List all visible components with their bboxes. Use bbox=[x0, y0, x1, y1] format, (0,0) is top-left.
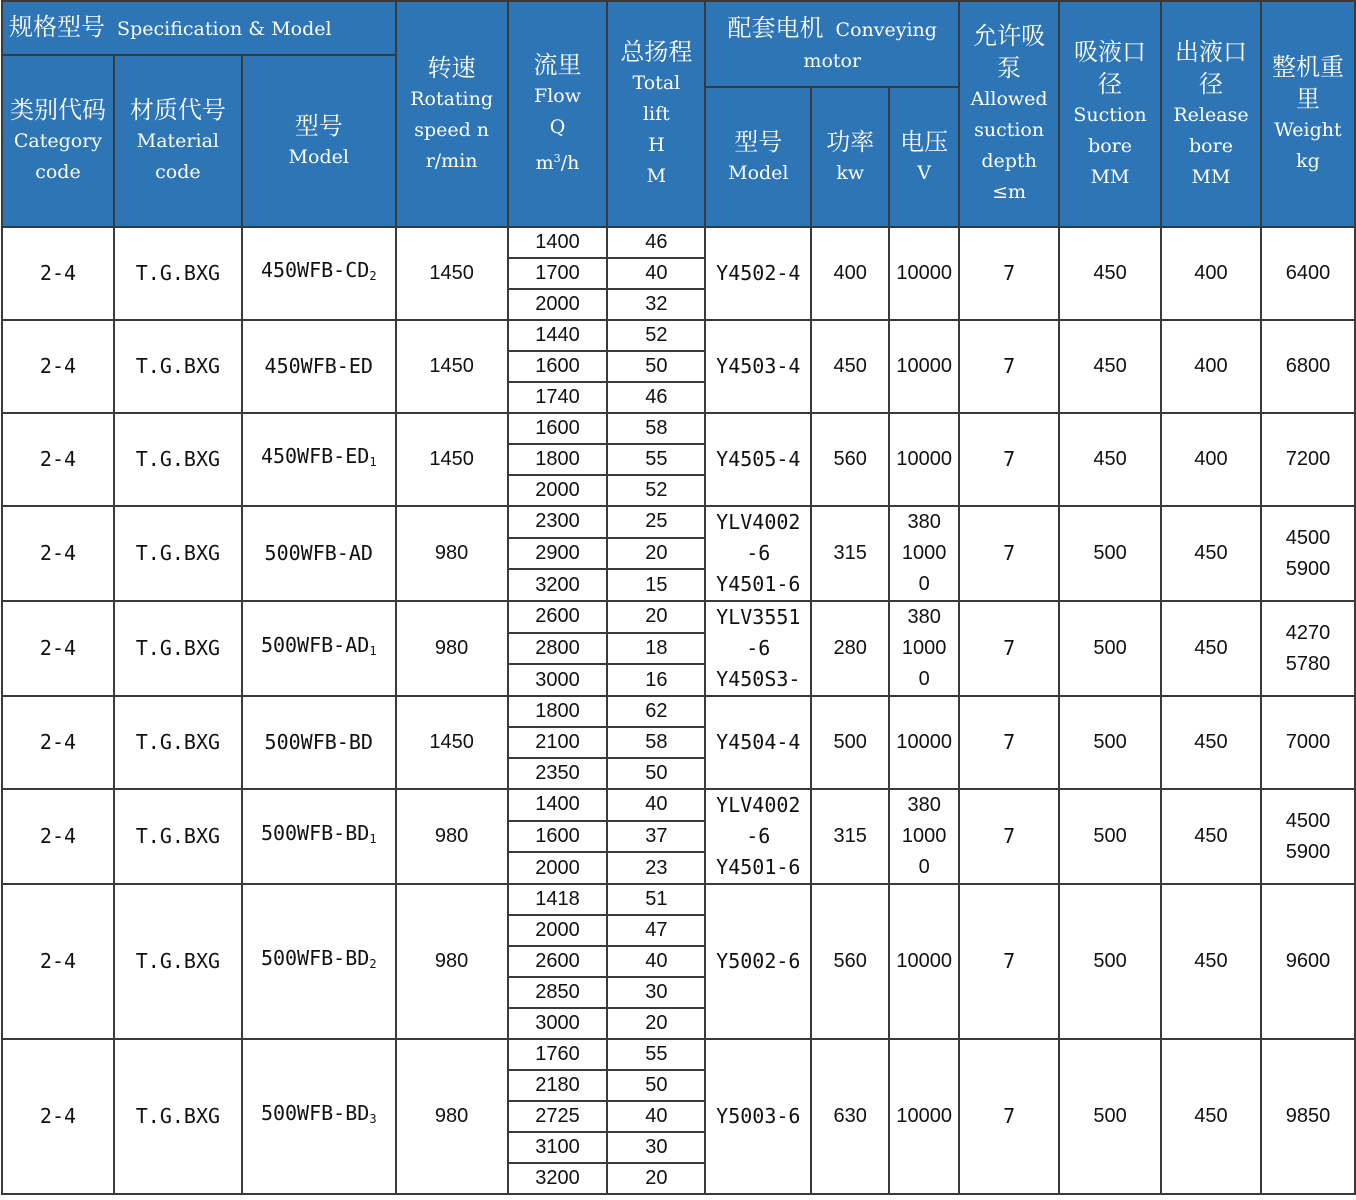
flow-cell: 3100 bbox=[508, 1132, 608, 1163]
model-name: 500WFB-BD bbox=[264, 730, 373, 754]
model-name: 500WFB-AD bbox=[260, 633, 370, 657]
voltage-cell-line: 0 bbox=[918, 668, 930, 690]
lift-cell: 40 bbox=[607, 789, 705, 821]
category-code-cell: 2-4 bbox=[2, 884, 114, 1039]
suction-bore-cell: 500 bbox=[1059, 506, 1161, 601]
lift-cell: 20 bbox=[607, 1008, 705, 1039]
voltage-cell-line: 0 bbox=[918, 856, 930, 878]
table-row bbox=[2, 413, 1355, 444]
motor-model-cell-line: -6 bbox=[746, 541, 771, 565]
power-cell: 400 bbox=[811, 227, 889, 320]
motor-model-cell bbox=[705, 696, 811, 789]
lift-cell: 46 bbox=[607, 382, 705, 413]
header-motor-model: 型号 Model bbox=[705, 87, 811, 227]
weight-cell-line: 5780 bbox=[1285, 652, 1331, 675]
table-row bbox=[2, 696, 1355, 727]
motor-model-cell-line: Y4501-6 bbox=[716, 855, 801, 879]
motor-model-cell-line: Y450S3- bbox=[716, 667, 801, 691]
motor-model-cell-line: Y5003-6 bbox=[716, 1104, 801, 1128]
voltage-cell bbox=[889, 696, 959, 789]
table-row bbox=[2, 601, 1355, 633]
category-code-cell: 2-4 bbox=[2, 227, 114, 320]
speed-cell: 980 bbox=[396, 601, 508, 696]
flow-cell: 3200 bbox=[508, 1163, 608, 1194]
model-name: 500WFB-BD bbox=[260, 821, 370, 845]
category-code-cell: 2-4 bbox=[2, 789, 114, 884]
suction-depth-cell: 7 bbox=[959, 227, 1059, 320]
table-row bbox=[2, 227, 1355, 258]
power-cell: 560 bbox=[811, 884, 889, 1039]
flow-cell: 2300 bbox=[508, 506, 608, 538]
header-model: 型号 Model bbox=[242, 55, 396, 227]
release-bore-cell: 450 bbox=[1161, 601, 1261, 696]
power-cell: 315 bbox=[811, 789, 889, 884]
model-subscript: 1 bbox=[369, 832, 377, 846]
weight-cell bbox=[1261, 696, 1355, 789]
lift-cell: 50 bbox=[607, 351, 705, 382]
motor-model-cell-line: Y4505-4 bbox=[716, 447, 801, 471]
motor-model-cell bbox=[705, 413, 811, 506]
suction-bore-cell: 450 bbox=[1059, 227, 1161, 320]
table-row bbox=[2, 884, 1355, 915]
flow-cell: 3000 bbox=[508, 664, 608, 696]
flow-cell: 1700 bbox=[508, 258, 608, 289]
model-subscript: 1 bbox=[369, 644, 377, 658]
voltage-cell-line: 1000 bbox=[901, 637, 947, 659]
material-code-cell: T.G.BXG bbox=[114, 506, 242, 601]
lift-cell: 47 bbox=[607, 915, 705, 946]
weight-cell bbox=[1261, 413, 1355, 506]
lift-cell: 25 bbox=[607, 506, 705, 538]
suction-depth-cell: 7 bbox=[959, 320, 1059, 413]
lift-cell: 37 bbox=[607, 821, 705, 853]
weight-cell bbox=[1261, 1039, 1355, 1194]
motor-model-cell-line: -6 bbox=[746, 824, 771, 848]
voltage-cell-line: 10000 bbox=[896, 1105, 952, 1127]
suction-bore-cell: 500 bbox=[1059, 601, 1161, 696]
flow-cell: 2800 bbox=[508, 633, 608, 665]
material-code-cell: T.G.BXG bbox=[114, 696, 242, 789]
flow-cell: 1400 bbox=[508, 789, 608, 821]
flow-cell: 2600 bbox=[508, 946, 608, 977]
flow-cell: 2000 bbox=[508, 915, 608, 946]
voltage-cell bbox=[889, 1039, 959, 1194]
lift-cell: 58 bbox=[607, 413, 705, 444]
model-cell bbox=[242, 1039, 396, 1194]
flow-cell: 3000 bbox=[508, 1008, 608, 1039]
release-bore-cell: 450 bbox=[1161, 696, 1261, 789]
voltage-cell bbox=[889, 413, 959, 506]
flow-cell: 1600 bbox=[508, 821, 608, 853]
flow-cell: 2600 bbox=[508, 601, 608, 633]
suction-bore-cell: 500 bbox=[1059, 789, 1161, 884]
weight-cell bbox=[1261, 601, 1355, 696]
category-code-cell: 2-4 bbox=[2, 1039, 114, 1194]
category-code-cell: 2-4 bbox=[2, 696, 114, 789]
table-row bbox=[2, 789, 1355, 821]
voltage-cell-line: 10000 bbox=[896, 262, 952, 284]
lift-cell: 30 bbox=[607, 1132, 705, 1163]
flow-cell: 2000 bbox=[508, 289, 608, 320]
motor-model-cell bbox=[705, 884, 811, 1039]
table-row bbox=[2, 506, 1355, 538]
material-code-cell: T.G.BXG bbox=[114, 413, 242, 506]
voltage-cell bbox=[889, 789, 959, 884]
lift-cell: 16 bbox=[607, 664, 705, 696]
voltage-cell-line: 380 bbox=[907, 794, 941, 816]
release-bore-cell: 450 bbox=[1161, 1039, 1261, 1194]
lift-cell: 58 bbox=[607, 727, 705, 758]
category-code-cell: 2-4 bbox=[2, 413, 114, 506]
weight-cell-line: 6800 bbox=[1285, 355, 1331, 377]
suction-depth-cell: 7 bbox=[959, 1039, 1059, 1194]
suction-depth-cell: 7 bbox=[959, 413, 1059, 506]
motor-model-cell-line: Y4502-4 bbox=[716, 261, 801, 285]
weight-cell-line: 9850 bbox=[1285, 1105, 1331, 1127]
suction-bore-cell: 500 bbox=[1059, 884, 1161, 1039]
speed-cell: 980 bbox=[396, 506, 508, 601]
motor-model-cell bbox=[705, 601, 811, 696]
model-subscript: 3 bbox=[369, 1112, 377, 1126]
flow-cell: 1400 bbox=[508, 227, 608, 258]
flow-cell: 2100 bbox=[508, 727, 608, 758]
weight-cell-line: 4500 bbox=[1285, 526, 1331, 549]
motor-model-cell bbox=[705, 227, 811, 320]
lift-cell: 18 bbox=[607, 633, 705, 665]
speed-cell: 1450 bbox=[396, 413, 508, 506]
model-name: 500WFB-BD bbox=[260, 946, 370, 970]
header-weight: 整机重 里 Weight kg bbox=[1261, 1, 1355, 227]
header-spec-model: 规格型号 Specification & Model bbox=[2, 1, 396, 55]
weight-cell-line: 4500 bbox=[1285, 809, 1331, 832]
lift-cell: 30 bbox=[607, 977, 705, 1008]
motor-model-cell bbox=[705, 789, 811, 884]
header-suction-bore: 吸液口 径 Suction bore MM bbox=[1059, 1, 1161, 227]
speed-cell: 980 bbox=[396, 1039, 508, 1194]
flow-cell: 1600 bbox=[508, 351, 608, 382]
header-suction-depth: 允许吸 泵 Allowed suction depth ≤m bbox=[959, 1, 1059, 227]
lift-cell: 15 bbox=[607, 569, 705, 601]
weight-cell bbox=[1261, 884, 1355, 1039]
flow-cell: 1740 bbox=[508, 382, 608, 413]
lift-cell: 20 bbox=[607, 601, 705, 633]
flow-cell: 2350 bbox=[508, 758, 608, 789]
voltage-cell-line: 10000 bbox=[896, 731, 952, 753]
header-category-code: 类别代码 Category code bbox=[2, 55, 114, 227]
table-row bbox=[2, 320, 1355, 351]
suction-depth-cell: 7 bbox=[959, 696, 1059, 789]
lift-cell: 20 bbox=[607, 1163, 705, 1194]
flow-cell: 2180 bbox=[508, 1070, 608, 1101]
lift-cell: 40 bbox=[607, 258, 705, 289]
weight-cell-line: 5900 bbox=[1285, 557, 1331, 580]
lift-cell: 52 bbox=[607, 475, 705, 506]
lift-cell: 50 bbox=[607, 1070, 705, 1101]
power-cell: 500 bbox=[811, 696, 889, 789]
lift-cell: 46 bbox=[607, 227, 705, 258]
flow-cell: 2000 bbox=[508, 475, 608, 506]
motor-model-cell-line: Y5002-6 bbox=[716, 949, 801, 973]
motor-model-cell-line: -6 bbox=[746, 636, 771, 660]
flow-cell: 2725 bbox=[508, 1101, 608, 1132]
power-cell: 560 bbox=[811, 413, 889, 506]
model-name: 450WFB-ED bbox=[260, 444, 370, 468]
speed-cell: 980 bbox=[396, 884, 508, 1039]
release-bore-cell: 400 bbox=[1161, 227, 1261, 320]
model-cell bbox=[242, 506, 396, 601]
flow-cell: 1418 bbox=[508, 884, 608, 915]
header-release-bore: 出液口 径 Release bore MM bbox=[1161, 1, 1261, 227]
voltage-cell-line: 380 bbox=[907, 606, 941, 628]
suction-depth-cell: 7 bbox=[959, 601, 1059, 696]
table-body bbox=[2, 227, 1355, 1194]
model-name: 500WFB-AD bbox=[264, 541, 373, 565]
lift-cell: 40 bbox=[607, 946, 705, 977]
table-row bbox=[2, 1039, 1355, 1070]
header-total-lift: 总扬程 Total lift H M bbox=[607, 1, 705, 227]
release-bore-cell: 400 bbox=[1161, 413, 1261, 506]
speed-cell: 1450 bbox=[396, 320, 508, 413]
lift-cell: 50 bbox=[607, 758, 705, 789]
voltage-cell bbox=[889, 320, 959, 413]
release-bore-cell: 450 bbox=[1161, 789, 1261, 884]
voltage-cell bbox=[889, 227, 959, 320]
voltage-cell-line: 380 bbox=[907, 511, 941, 533]
model-cell bbox=[242, 789, 396, 884]
release-bore-cell: 450 bbox=[1161, 506, 1261, 601]
suction-bore-cell: 500 bbox=[1059, 696, 1161, 789]
motor-model-cell bbox=[705, 1039, 811, 1194]
suction-bore-cell: 450 bbox=[1059, 413, 1161, 506]
material-code-cell: T.G.BXG bbox=[114, 320, 242, 413]
flow-cell: 1800 bbox=[508, 696, 608, 727]
flow-cell: 1600 bbox=[508, 413, 608, 444]
voltage-cell-line: 10000 bbox=[896, 448, 952, 470]
motor-model-cell-line: Y4501-6 bbox=[716, 572, 801, 596]
motor-model-cell-line: YLV4002 bbox=[716, 793, 801, 817]
flow-cell: 1440 bbox=[508, 320, 608, 351]
motor-model-cell-line: YLV3551 bbox=[716, 605, 801, 629]
suction-bore-cell: 500 bbox=[1059, 1039, 1161, 1194]
voltage-cell-line: 1000 bbox=[901, 542, 947, 564]
model-cell bbox=[242, 320, 396, 413]
model-cell bbox=[242, 413, 396, 506]
flow-cell: 1760 bbox=[508, 1039, 608, 1070]
flow-cell: 1800 bbox=[508, 444, 608, 475]
weight-cell-line: 7200 bbox=[1285, 448, 1331, 470]
power-cell: 280 bbox=[811, 601, 889, 696]
header-speed: 转速 Rotating speed n r/min bbox=[396, 1, 508, 227]
material-code-cell: T.G.BXG bbox=[114, 227, 242, 320]
weight-cell-line: 6400 bbox=[1285, 262, 1331, 284]
material-code-cell: T.G.BXG bbox=[114, 884, 242, 1039]
model-name: 500WFB-BD bbox=[260, 1101, 370, 1125]
header-voltage: 电压 V bbox=[889, 87, 959, 227]
header-conveying-motor: 配套电机 Conveying motor bbox=[705, 1, 959, 87]
voltage-cell-line: 1000 bbox=[901, 825, 947, 847]
header-material-code: 材质代号 Material code bbox=[114, 55, 242, 227]
weight-cell bbox=[1261, 320, 1355, 413]
model-cell bbox=[242, 227, 396, 320]
material-code-cell: T.G.BXG bbox=[114, 601, 242, 696]
motor-model-cell bbox=[705, 506, 811, 601]
motor-model-cell-line: Y4503-4 bbox=[716, 354, 801, 378]
lift-cell: 55 bbox=[607, 444, 705, 475]
lift-cell: 23 bbox=[607, 852, 705, 884]
release-bore-cell: 450 bbox=[1161, 884, 1261, 1039]
material-code-cell: T.G.BXG bbox=[114, 789, 242, 884]
lift-cell: 52 bbox=[607, 320, 705, 351]
header-power: 功率 kw bbox=[811, 87, 889, 227]
voltage-cell bbox=[889, 506, 959, 601]
weight-cell-line: 5900 bbox=[1285, 840, 1331, 863]
suction-depth-cell: 7 bbox=[959, 506, 1059, 601]
release-bore-cell: 400 bbox=[1161, 320, 1261, 413]
category-code-cell: 2-4 bbox=[2, 320, 114, 413]
lift-cell: 55 bbox=[607, 1039, 705, 1070]
power-cell: 450 bbox=[811, 320, 889, 413]
power-cell: 315 bbox=[811, 506, 889, 601]
speed-cell: 980 bbox=[396, 789, 508, 884]
model-cell bbox=[242, 884, 396, 1039]
model-subscript: 2 bbox=[369, 957, 377, 971]
lift-cell: 20 bbox=[607, 538, 705, 570]
model-name: 450WFB-CD bbox=[260, 258, 370, 282]
suction-depth-cell: 7 bbox=[959, 789, 1059, 884]
lift-cell: 40 bbox=[607, 1101, 705, 1132]
motor-model-cell bbox=[705, 320, 811, 413]
voltage-cell-line: 0 bbox=[918, 573, 930, 595]
weight-cell-line: 9600 bbox=[1285, 950, 1331, 972]
suction-bore-cell: 450 bbox=[1059, 320, 1161, 413]
category-code-cell: 2-4 bbox=[2, 506, 114, 601]
table-header bbox=[2, 1, 1355, 227]
voltage-cell-line: 10000 bbox=[896, 355, 952, 377]
flow-cell: 3200 bbox=[508, 569, 608, 601]
model-cell bbox=[242, 696, 396, 789]
header-flow: 流里 Flow Q $m^3/h$ bbox=[508, 1, 608, 227]
model-subscript: 1 bbox=[369, 455, 377, 469]
flow-cell: 2850 bbox=[508, 977, 608, 1008]
weight-cell-line: 4270 bbox=[1285, 621, 1331, 644]
material-code-cell: T.G.BXG bbox=[114, 1039, 242, 1194]
motor-model-cell-line: YLV4002 bbox=[716, 510, 801, 534]
weight-cell bbox=[1261, 506, 1355, 601]
voltage-cell-line: 10000 bbox=[896, 950, 952, 972]
flow-cell: 2900 bbox=[508, 538, 608, 570]
category-code-cell: 2-4 bbox=[2, 601, 114, 696]
model-name: 450WFB-ED bbox=[264, 354, 373, 378]
motor-model-cell-line: Y4504-4 bbox=[716, 730, 801, 754]
speed-cell: 1450 bbox=[396, 696, 508, 789]
weight-cell bbox=[1261, 789, 1355, 884]
suction-depth-cell: 7 bbox=[959, 884, 1059, 1039]
model-subscript: 2 bbox=[369, 269, 377, 283]
lift-cell: 51 bbox=[607, 884, 705, 915]
voltage-cell bbox=[889, 601, 959, 696]
lift-cell: 62 bbox=[607, 696, 705, 727]
weight-cell bbox=[1261, 227, 1355, 320]
flow-cell: 2000 bbox=[508, 852, 608, 884]
voltage-cell bbox=[889, 884, 959, 1039]
power-cell: 630 bbox=[811, 1039, 889, 1194]
weight-cell-line: 7000 bbox=[1285, 731, 1331, 753]
pump-spec-table bbox=[1, 0, 1356, 1195]
lift-cell: 32 bbox=[607, 289, 705, 320]
model-cell bbox=[242, 601, 396, 696]
speed-cell: 1450 bbox=[396, 227, 508, 320]
